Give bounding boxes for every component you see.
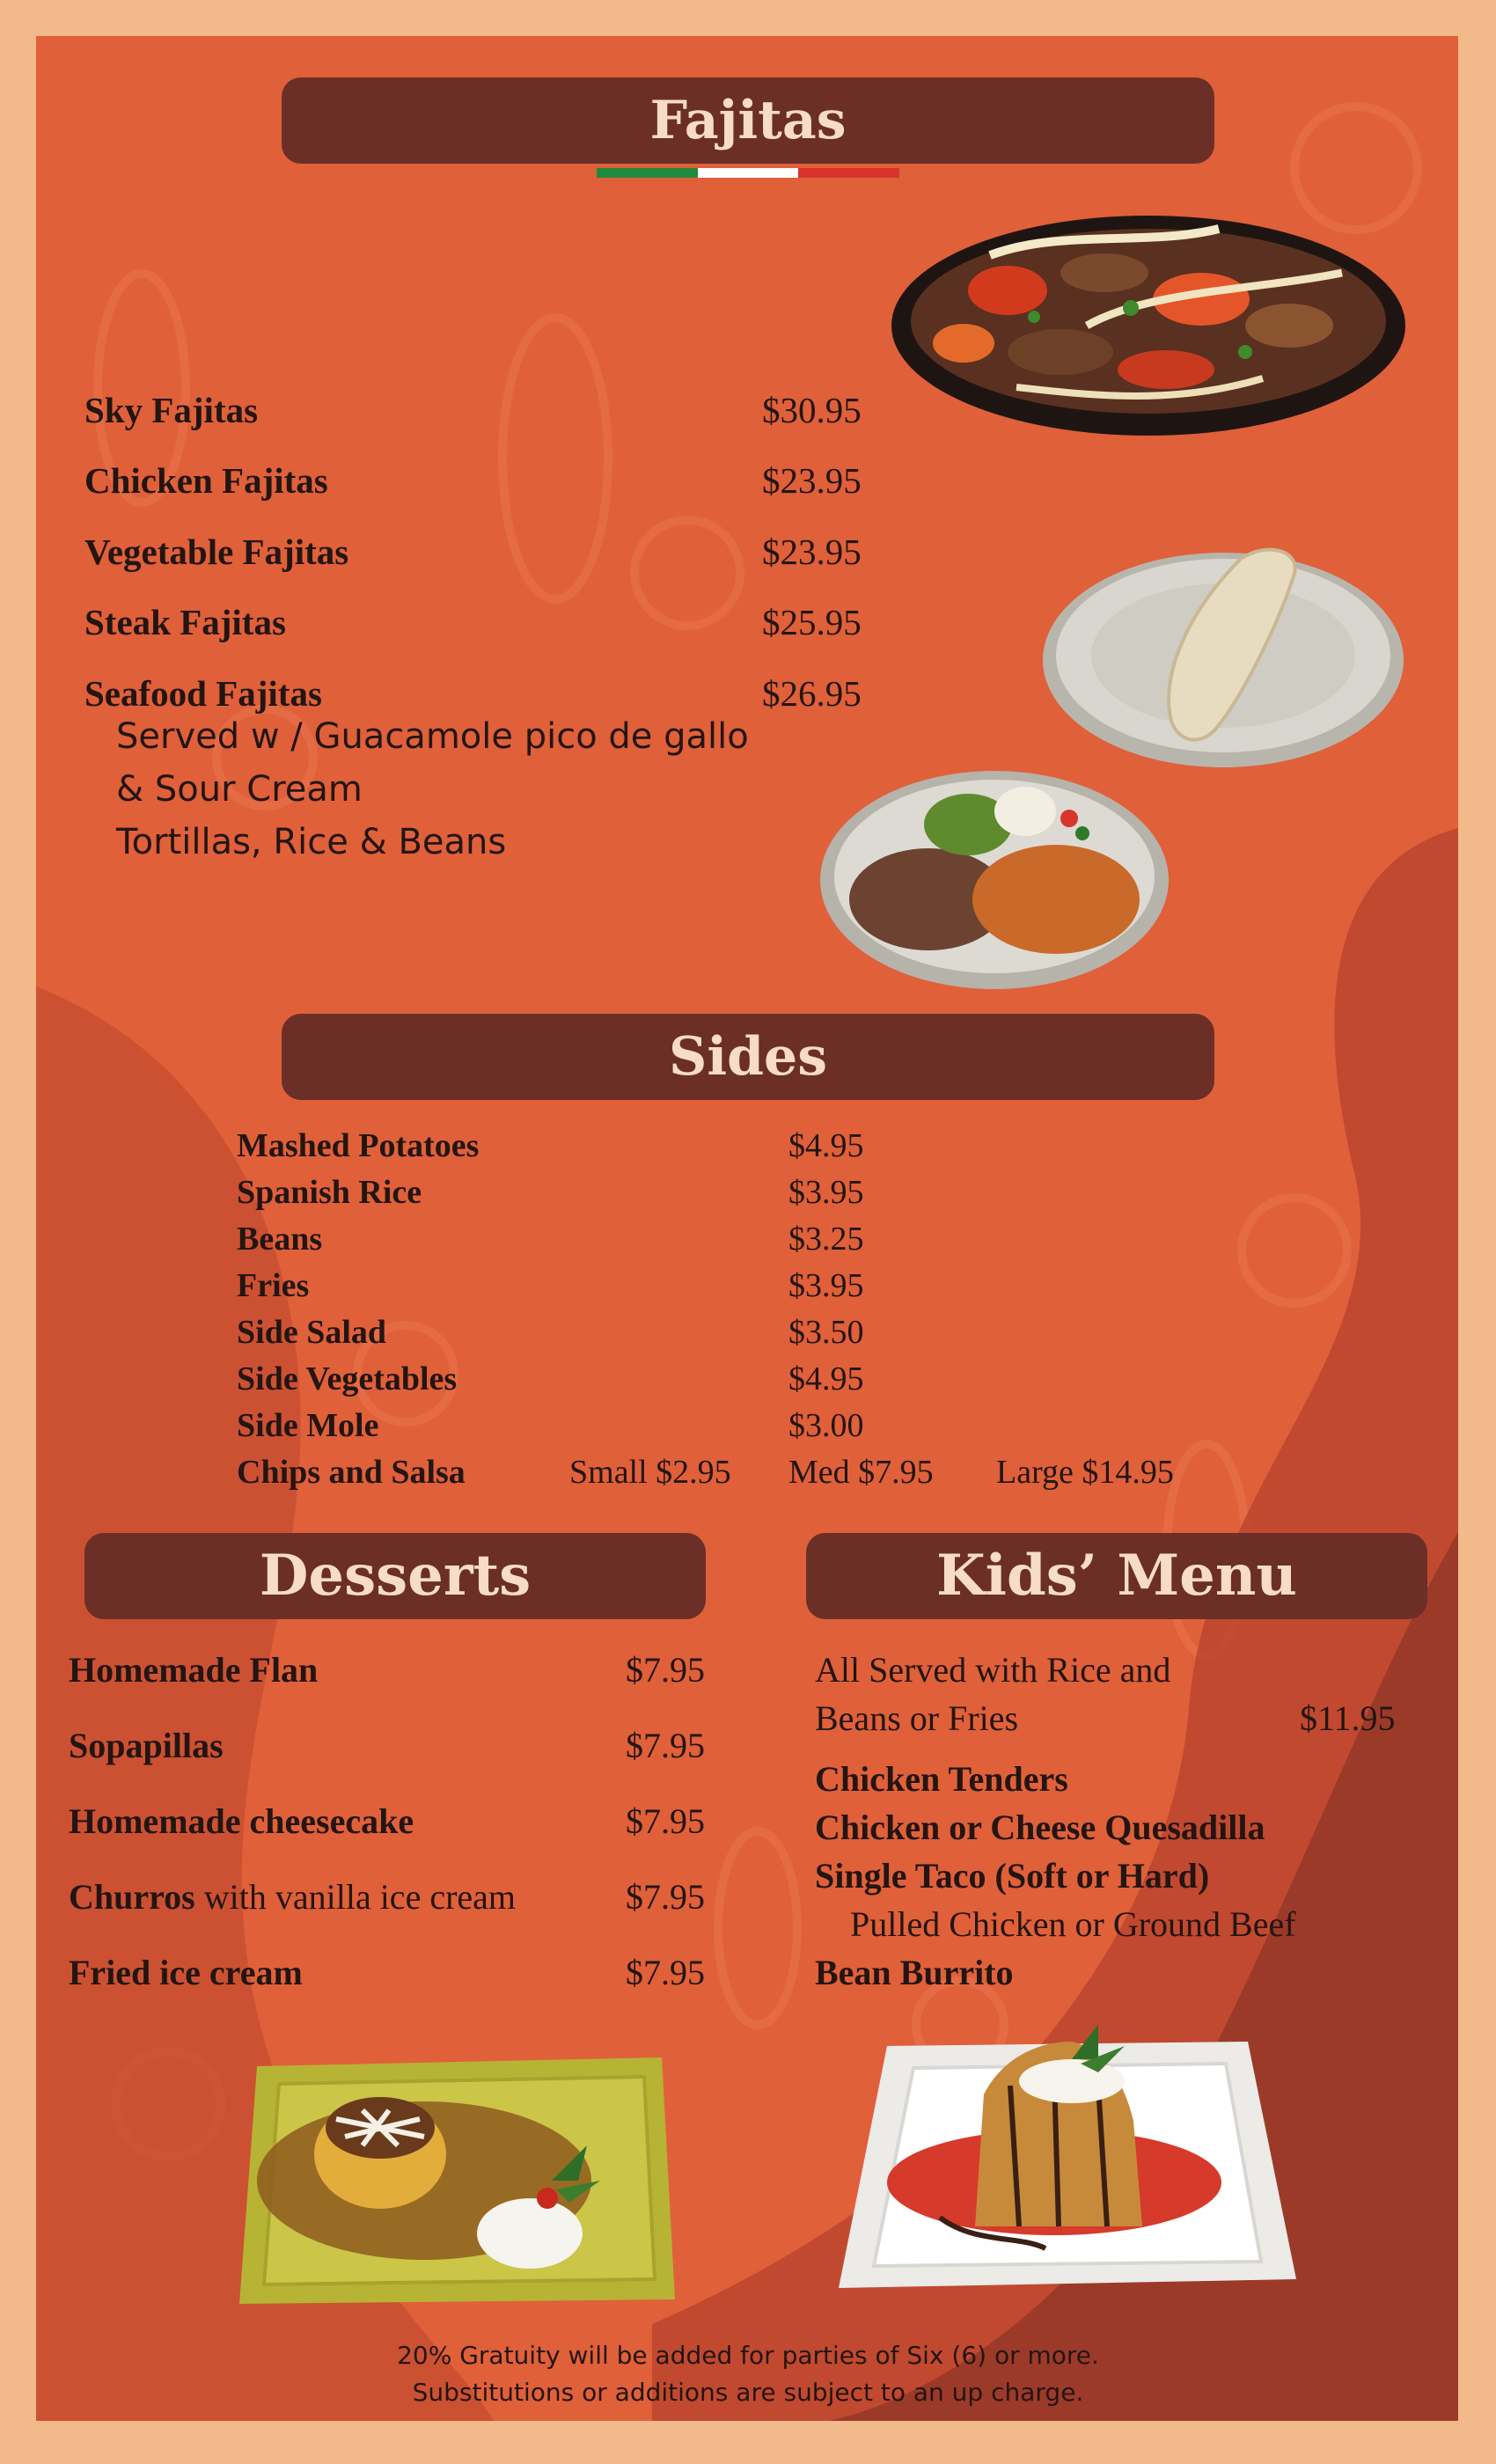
dessert-item-name: Fried ice cream — [69, 1953, 303, 1992]
dessert-item-price: $7.95 — [626, 1877, 705, 1917]
fajita-item-name: Steak Fajitas — [84, 602, 286, 642]
side-item-price: $4.95 — [788, 1360, 864, 1397]
fajitas-served-with: Served w / Guacamole pico de gallo — [116, 716, 749, 757]
chips-salsa-name: Chips and Salsa — [237, 1454, 466, 1491]
dessert-item-name: Churros — [69, 1877, 195, 1917]
side-item-price: $3.25 — [788, 1221, 864, 1258]
dessert-item-note: with vanilla ice cream — [203, 1877, 517, 1917]
side-item-price: $3.95 — [788, 1267, 864, 1304]
kids-intro: All Served with Rice and — [815, 1650, 1171, 1690]
gratuity-note: 20% Gratuity will be added for parties of Six (6) or more. — [397, 2341, 1099, 2370]
rice-beans-plate-image — [818, 767, 1170, 992]
dessert-item-churros — [69, 1876, 516, 1918]
flan-plate-image — [231, 2049, 681, 2313]
side-item-name: Side Salad — [237, 1314, 387, 1351]
side-item-price: $3.95 — [788, 1174, 864, 1211]
substitutions-note: Substitutions or additions are subject to an up charge. — [412, 2378, 1084, 2407]
fajita-item-name: Seafood Fajitas — [84, 673, 322, 714]
chips-salsa-large-price: Large $14.95 — [996, 1454, 1174, 1491]
fajitas-served-with: Tortillas, Rice & Beans — [116, 822, 507, 862]
dessert-item-name: Sopapillas — [69, 1726, 224, 1765]
kids-item: Bean Burrito — [815, 1953, 1014, 1992]
side-item-name: Mashed Potatoes — [237, 1127, 480, 1164]
desserts-header — [84, 1533, 706, 1619]
fajitas-served-with: & Sour Cream — [116, 769, 363, 810]
fried-ice-cream-plate-image — [834, 2024, 1301, 2302]
fajita-item-price: $25.95 — [762, 602, 862, 642]
dessert-item-name: Homemade cheesecake — [69, 1801, 414, 1841]
kids-item: Single Taco (Soft or Hard) — [815, 1856, 1210, 1896]
chips-salsa-med-price: Med $7.95 — [788, 1454, 934, 1491]
side-item-price: $3.00 — [788, 1407, 864, 1444]
fajita-item-price: $30.95 — [762, 390, 862, 430]
kids-item: Chicken or Cheese Quesadilla — [815, 1808, 1265, 1847]
side-item-name: Beans — [237, 1221, 323, 1258]
kids-menu-header — [806, 1533, 1427, 1619]
kids-price: $11.95 — [1300, 1698, 1396, 1738]
side-item-name: Fries — [237, 1267, 310, 1304]
side-item-name: Spanish Rice — [237, 1174, 422, 1211]
side-item-price: $4.95 — [788, 1127, 864, 1164]
desserts-title: Desserts — [259, 1543, 532, 1609]
dessert-item-name: Homemade Flan — [69, 1650, 319, 1690]
side-item-name: Side Vegetables — [237, 1360, 458, 1397]
side-item-name: Side Mole — [237, 1407, 379, 1444]
fajitas-title: Fajitas — [649, 90, 847, 151]
dessert-item-price: $7.95 — [626, 1726, 705, 1765]
fajita-skillet-image — [884, 194, 1412, 466]
burrito-plate-image — [1038, 541, 1408, 774]
fajita-item-price: $26.95 — [762, 673, 862, 714]
fajitas-header — [282, 77, 1214, 164]
fajita-item-name: Vegetable Fajitas — [84, 532, 349, 572]
kids-taco-note: Pulled Chicken or Ground Beef — [850, 1904, 1296, 1944]
side-item-price: $3.50 — [788, 1314, 864, 1351]
fajita-item-price: $23.95 — [762, 532, 862, 572]
fajita-item-name: Sky Fajitas — [84, 390, 259, 430]
kids-intro: Beans or Fries — [815, 1698, 1019, 1738]
kids-menu-title: Kids’ Menu — [936, 1543, 1297, 1609]
dessert-item-price: $7.95 — [626, 1801, 705, 1841]
mexican-flag-stripe — [597, 168, 899, 178]
chips-salsa-small-price: Small $2.95 — [569, 1454, 731, 1491]
dessert-item-price: $7.95 — [626, 1953, 705, 1992]
sides-title: Sides — [668, 1026, 828, 1088]
dessert-item-price: $7.95 — [626, 1650, 705, 1690]
sides-header — [282, 1014, 1214, 1100]
fajita-item-price: $23.95 — [762, 460, 862, 501]
kids-item: Chicken Tenders — [815, 1759, 1068, 1799]
fajita-item-name: Chicken Fajitas — [84, 460, 328, 501]
